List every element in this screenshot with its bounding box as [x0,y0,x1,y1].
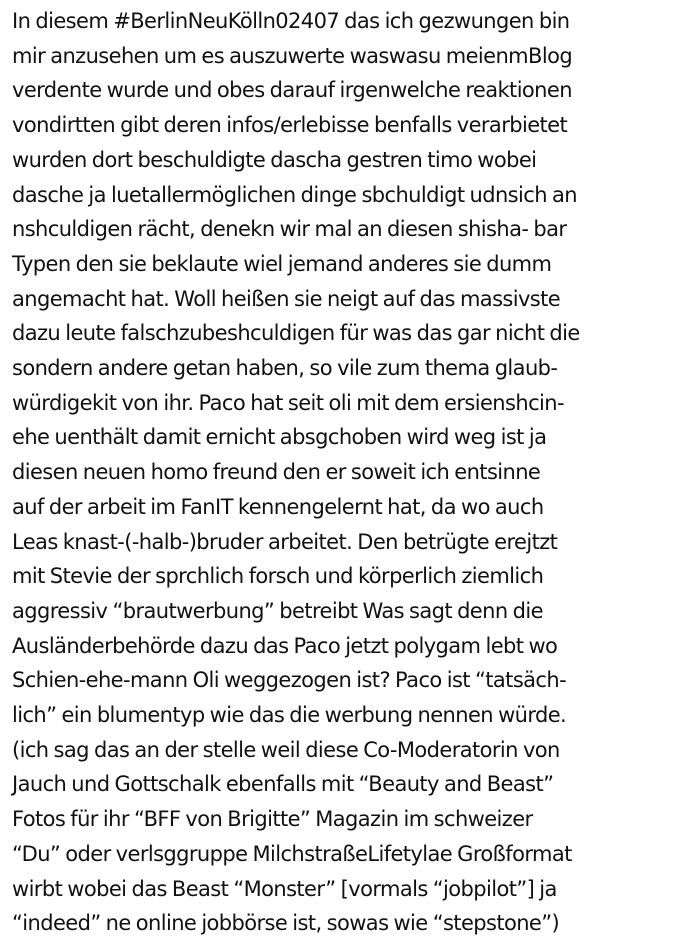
text-line: “Du” oder verlsggruppe MilchstraßeLifetylae Großformat [12,841,572,866]
text-line: sondern andere getan haben, so vile zum thema glaub- [12,356,558,381]
text-line: nshculdigen rächt, denekn wir mal an diesen shisha- bar [12,217,567,242]
body-text [12,4,680,941]
text-line: angemacht hat. Woll heißen sie neigt auf das massivste [12,286,561,311]
text-line: Ausländerbehörde dazu das Paco jetzt polygam lebt wo [12,633,558,658]
text-line: vondirtten gibt deren infos/erlebisse benfalls verarbietet [12,113,568,138]
text-line: mir anzusehen um es auszuwerte waswasu meienmBlog [12,43,573,68]
text-line: dasche ja luetallermöglichen dinge sbchuldigt udnsich an [12,182,577,207]
text-line: lich” ein blumentyp wie das die werbung nennen würde. [12,703,567,728]
text-line: mit Stevie der sprchlich forsch und körperlich ziemlich [12,564,544,589]
text-line: Leas knast-(-halb-)bruder arbeitet. Den betrügte erejtzt [12,529,558,554]
text-line: Jauch und Gottschalk ebenfalls mit “Beauty and Beast” [12,772,554,797]
text-line: (ich sag das an der stelle weil diese Co-Moderatorin von [12,737,560,762]
text-line: Typen den sie beklaute wiel jemand anderes sie dumm [12,251,552,276]
text-line: “indeed” ne online jobbörse ist, sowas wie “stepstone”) [12,911,560,936]
text-line: aggressiv “brautwerbung” betreibt Was sagt denn die [12,598,543,623]
text-line: wirbt wobei das Beast “Monster” [vormals “jobpilot”] ja [12,876,557,901]
text-line: wurden dort beschuldigte dascha gestren timo wobei [12,147,537,172]
text-line: verdente wurde und obes darauf irgenwelche reaktionen [12,78,572,103]
text-line: diesen neuen homo freund den er soweit ich entsinne [12,460,541,485]
text-line: ehe uenthält damit ernicht absgchoben wird weg ist ja [12,425,547,450]
text-line: auf der arbeit im FanIT kennengelernt hat, da wo auch [12,494,544,519]
text-line: In diesem #BerlinNeuKölln02407 das ich gezwungen bin [12,9,570,33]
text-line: Fotos für ihr “BFF von Brigitte” Magazin im schweizer [12,807,533,832]
text-line: Schien-ehe-mann Oli weggezogen ist? Paco ist “tatsäch- [12,668,567,693]
text-line: würdigekit von ihr. Paco hat seit oli mit dem ersienshcin- [12,390,564,415]
text-line: dazu leute falschzubeshculdigen für was das gar nicht die [12,321,580,346]
